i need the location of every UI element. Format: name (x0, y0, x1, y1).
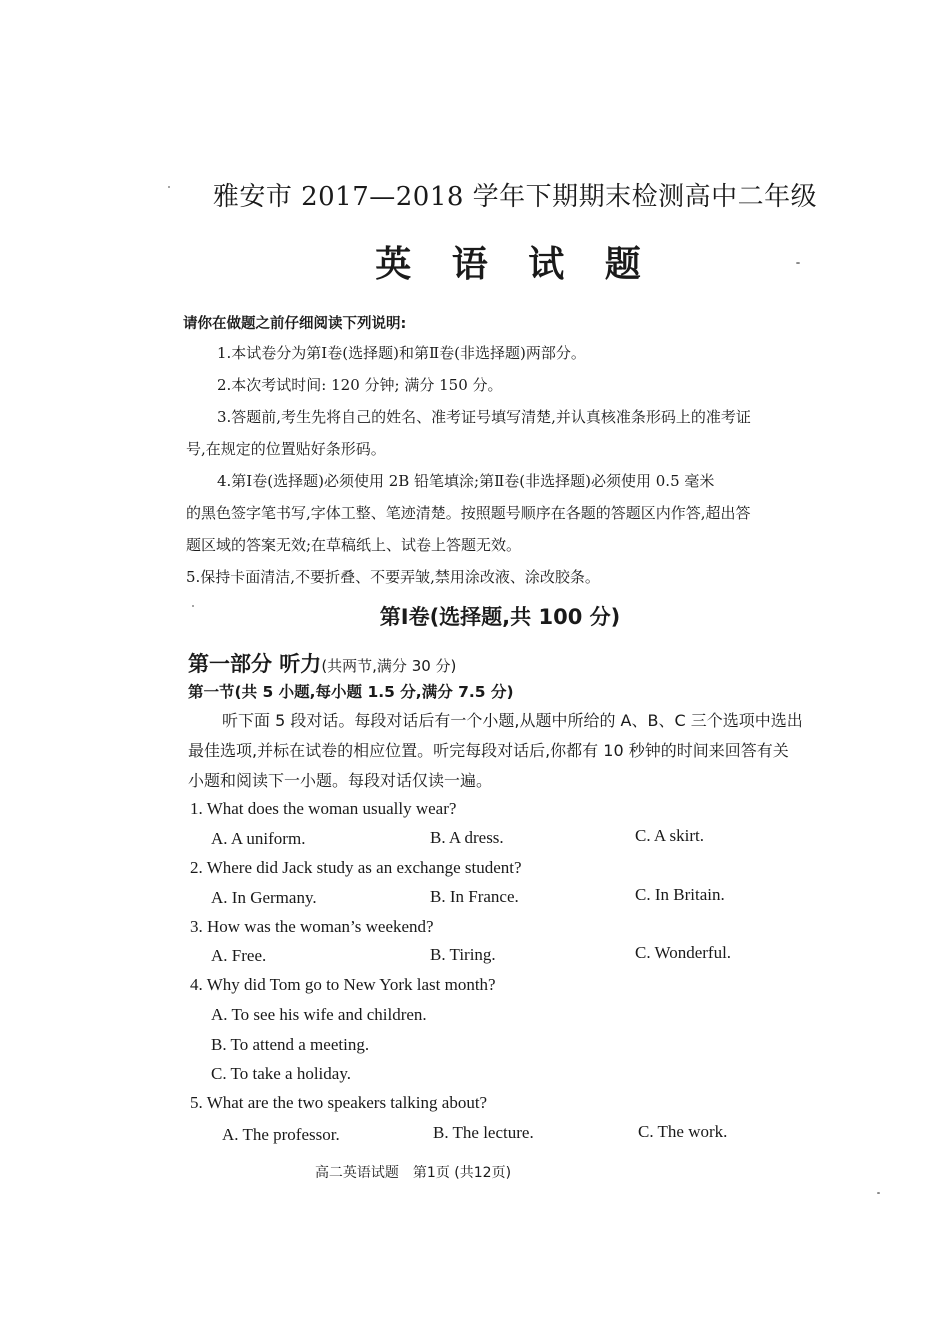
answer-option: C. The work. (638, 1122, 728, 1141)
question-stem: 1. What does the woman usually wear? (190, 799, 457, 818)
answer-option: A. In Germany. (211, 888, 317, 907)
scan-speck (796, 262, 800, 264)
directions-line: 听下面 5 段对话。每段对话后有一个小题,从题中所给的 A、B、C 三个选项中选出 (222, 711, 803, 730)
scan-speck (168, 186, 170, 188)
instruction-line: 2.本次考试时间: 120 分钟; 满分 150 分。 (217, 376, 503, 394)
section-title: 第Ⅰ卷(选择题,共 100 分) (379, 605, 621, 629)
answer-option: B. The lecture. (433, 1123, 534, 1142)
instruction-line: 的黑色签字笔书写,字体工整、笔迹清楚。按照题号顺序在各题的答题区内作答,超出答 (186, 504, 751, 522)
answer-option: C. In Britain. (635, 885, 725, 904)
answer-option: A. Free. (211, 946, 267, 965)
answer-option: C. A skirt. (635, 826, 704, 845)
instruction-line: 3.答题前,考生先将自己的姓名、准考证号填写清楚,并认真核准条形码上的准考证 (217, 408, 751, 426)
instruction-line: 号,在规定的位置贴好条形码。 (186, 440, 386, 458)
directions-line: 小题和阅读下一小题。每段对话仅读一遍。 (188, 771, 493, 790)
exam-header-title: 雅安市 2017—2018 学年下期期末检测高中二年级 (212, 182, 818, 212)
instruction-line: 1.本试卷分为第Ⅰ卷(选择题)和第Ⅱ卷(非选择题)两部分。 (217, 344, 586, 362)
scan-speck (877, 1192, 880, 1194)
instruction-line: 题区域的答案无效;在草稿纸上、试卷上答题无效。 (186, 536, 522, 554)
page-footer: 高二英语试题 第1页 (共12页) (314, 1165, 512, 1181)
subsection-title: 第一节(共 5 小题,每小题 1.5 分,满分 7.5 分) (188, 683, 514, 701)
answer-option: C. Wonderful. (635, 943, 732, 962)
scan-speck (192, 605, 194, 607)
instructions-heading: 请你在做题之前仔细阅读下列说明: (183, 316, 407, 332)
exam-subject-title: 英 语 试 题 (375, 244, 655, 285)
question-stem: 4. Why did Tom go to New York last month? (190, 975, 496, 994)
answer-option: C. To take a holiday. (211, 1064, 351, 1083)
answer-option: A. To see his wife and children. (211, 1005, 427, 1024)
part-title-note: (共两节,满分 30 分) (321, 657, 457, 675)
question-stem: 5. What are the two speakers talking about? (190, 1093, 488, 1112)
question-stem: 2. Where did Jack study as an exchange student? (190, 858, 522, 877)
answer-option: B. A dress. (430, 828, 504, 847)
answer-option: A. A uniform. (211, 829, 306, 848)
part-title (188, 648, 456, 678)
answer-option: B. Tiring. (430, 945, 496, 964)
instruction-line: 5.保持卡面清洁,不要折叠、不要弄皱,禁用涂改液、涂改胶条。 (186, 568, 600, 586)
question-stem: 3. How was the woman’s weekend? (190, 917, 434, 936)
part-title-main: 第一部分 听力 (188, 652, 322, 676)
answer-option: A. The professor. (222, 1125, 340, 1144)
instruction-line: 4.第Ⅰ卷(选择题)必须使用 2B 铅笔填涂;第Ⅱ卷(非选择题)必须使用 0.5 毫米 (217, 472, 715, 490)
answer-option: B. To attend a meeting. (211, 1035, 370, 1054)
answer-option: B. In France. (430, 887, 519, 906)
directions-line: 最佳选项,并标在试卷的相应位置。听完每段对话后,你都有 10 秒钟的时间来回答有关 (188, 741, 789, 760)
